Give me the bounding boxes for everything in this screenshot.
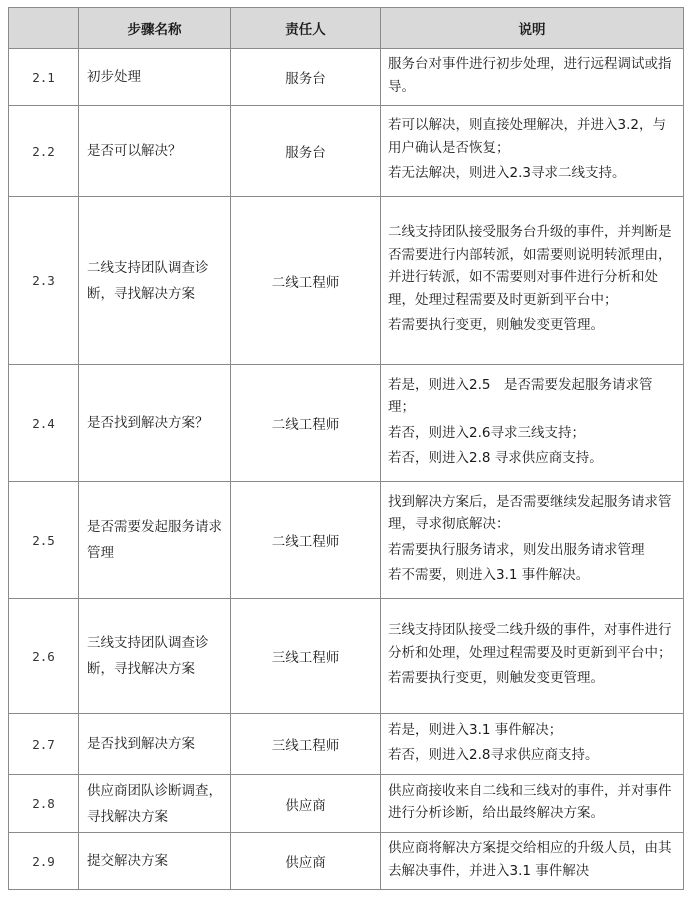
step-number: 2.5 — [9, 482, 79, 599]
step-description — [381, 775, 684, 833]
description-line: 若否，则进入2.8 寻求供应商支持。 — [388, 450, 603, 466]
table-row — [9, 599, 684, 714]
step-description — [381, 106, 684, 197]
table-row — [9, 775, 684, 833]
step-number: 2.6 — [9, 599, 79, 714]
step-number: 2.9 — [9, 833, 79, 890]
step-number: 2.3 — [9, 197, 79, 365]
step-description — [381, 49, 684, 106]
table-row — [9, 482, 684, 599]
process-steps-table — [8, 7, 684, 890]
header-step-name: 步骤名称 — [79, 8, 231, 49]
description-line: 服务台对事件进行初步处理，进行远程调试或指导。 — [388, 56, 672, 95]
table-row — [9, 49, 684, 106]
step-description — [381, 714, 684, 775]
step-owner: 二线工程师 — [231, 482, 381, 599]
step-description — [381, 482, 684, 599]
header-description: 说明 — [381, 8, 684, 49]
description-line: 若是，则进入2.5 是否需要发起服务请求管理； — [388, 376, 653, 415]
header-owner: 责任人 — [231, 8, 381, 49]
step-owner: 三线工程师 — [231, 714, 381, 775]
table-row — [9, 714, 684, 775]
step-description — [381, 599, 684, 714]
description-line: 供应商接收来自二线和三线对的事件，并对事件进行分析诊断，给出最终解决方案。 — [388, 782, 672, 821]
step-owner: 供应商 — [231, 775, 381, 833]
table-row — [9, 106, 684, 197]
table-header-row — [9, 8, 684, 49]
description-line: 若需要执行变更，则触发变更管理。 — [388, 670, 604, 687]
step-name: 三线支持团队调查诊断，寻找解决方案 — [79, 599, 231, 714]
description-line: 若否，则进入2.8寻求供应商支持。 — [388, 747, 599, 763]
description-line: 若可以解决，则直接处理解决，并进入3.2，与用户确认是否恢复； — [388, 117, 666, 156]
step-name: 二线支持团队调查诊断，寻找解决方案 — [79, 197, 231, 365]
step-owner: 三线工程师 — [231, 599, 381, 714]
step-description — [381, 365, 684, 482]
description-line: 若否，则进入2.6寻求三线支持； — [388, 424, 585, 441]
step-name: 是否需要发起服务请求管理 — [79, 482, 231, 599]
description-line: 二线支持团队接受服务台升级的事件，并判断是否需要进行内部转派，如需要则说明转派理由，并进行转派，如不需要则对事件进行分析和处理，处理过程需要及时更新到平台中； — [388, 224, 672, 308]
table-row — [9, 833, 684, 890]
step-owner: 二线工程师 — [231, 365, 381, 482]
header-index — [9, 8, 79, 49]
step-number: 2.1 — [9, 49, 79, 106]
table-row — [9, 197, 684, 365]
step-number: 2.8 — [9, 775, 79, 833]
description-line: 若需要执行变更，则触发变更管理。 — [388, 317, 604, 334]
step-name: 供应商团队诊断调查，寻找解决方案 — [79, 775, 231, 833]
step-owner: 二线工程师 — [231, 197, 381, 365]
step-number: 2.4 — [9, 365, 79, 482]
step-name: 是否可以解决？ — [79, 106, 231, 197]
step-owner: 供应商 — [231, 833, 381, 890]
table-row — [9, 365, 684, 482]
step-description — [381, 197, 684, 365]
step-description — [381, 833, 684, 890]
description-line: 若是，则进入3.1 事件解决； — [388, 721, 563, 738]
description-line: 找到解决方案后，是否需要继续发起服务请求管理，寻求彻底解决： — [388, 493, 672, 532]
description-line: 供应商将解决方案提交给相应的升级人员，由其去解决事件，并进入3.1 事件解决 — [388, 840, 672, 879]
description-line: 三线支持团队接受二线升级的事件，对事件进行分析和处理，处理过程需要及时更新到平台中； — [388, 622, 672, 661]
step-number: 2.2 — [9, 106, 79, 197]
step-owner: 服务台 — [231, 49, 381, 106]
step-owner: 服务台 — [231, 106, 381, 197]
description-line: 若不需要，则进入3.1 事件解决。 — [388, 567, 590, 583]
step-name: 提交解决方案 — [79, 833, 231, 890]
step-name: 是否找到解决方案？ — [79, 365, 231, 482]
step-name: 是否找到解决方案 — [79, 714, 231, 775]
description-line: 若需要执行服务请求，则发出服务请求管理 — [388, 541, 645, 558]
description-line: 若无法解决，则进入2.3寻求二线支持。 — [388, 165, 626, 182]
step-name: 初步处理 — [79, 49, 231, 106]
step-number: 2.7 — [9, 714, 79, 775]
